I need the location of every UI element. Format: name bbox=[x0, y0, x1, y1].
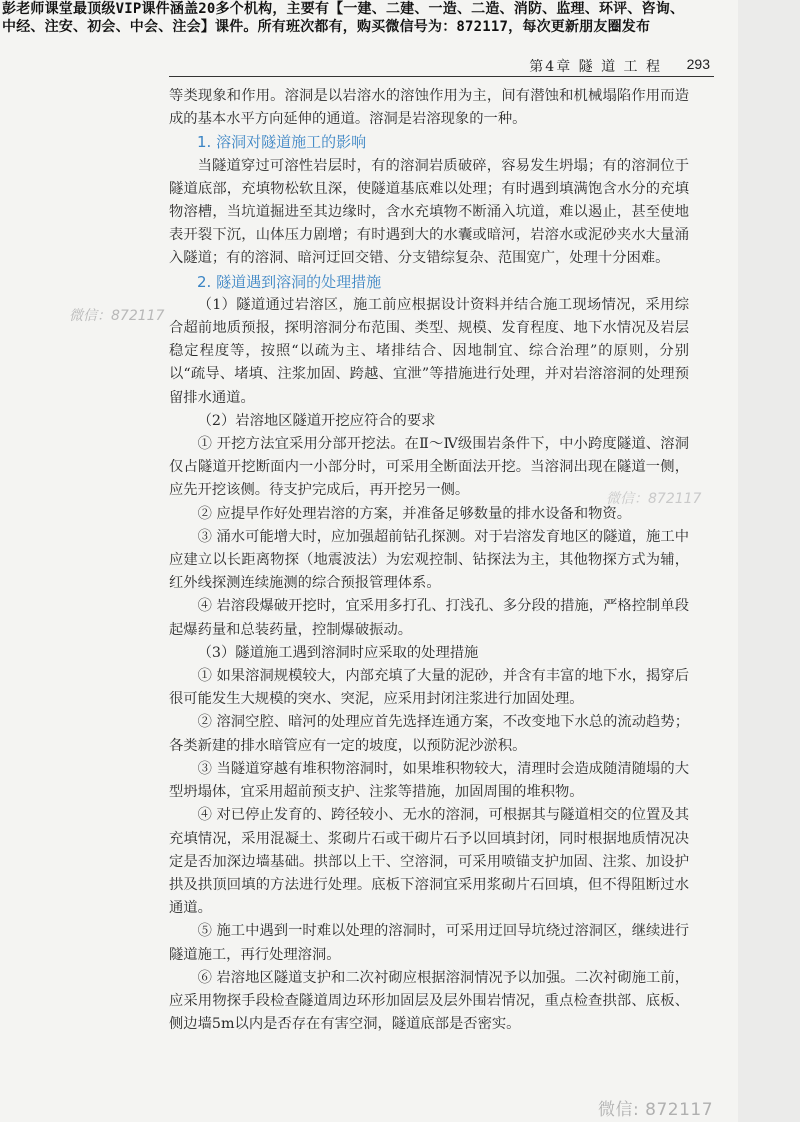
watermark-middle: 微信：872117 bbox=[606, 491, 702, 507]
measure-1-paragraph: （1）隧道通过岩溶区，施工前应根据设计资料并结合施工现场情况，采用综合超前地质预报，探明溶洞分布范围、类型、规模、发育程度、地下水情况及岩层稳定程度等，按照“以疏为主、堵排结合、因地制宜、综合治理”的原则，分别以“疏导、堵填、注浆加固、跨越、宜泄”等措施进行处理，并对岩溶溶洞的处理预留排水通道。 bbox=[169, 296, 689, 406]
measure-3-item-2: ② 溶洞空腔、暗河的处理应首先选择连通方案，不改变地下水总的流动趋势；各类新建的排水暗管应有一定的坡度，以预防泥沙淤积。 bbox=[169, 714, 689, 754]
measure-3-item-6: ⑥ 岩溶地区隧道支护和二次衬砌应根据溶洞情况予以加强。二次衬砌施工前，应采用物探手段检查隧道周边环形加固层及层外围岩情况，重点检查拱部、底板、侧边墙5m以内是否存在有害空洞，隧道底部是否密实。 bbox=[169, 969, 689, 1033]
chapter-title: 第4章 隧 道 工 程 bbox=[529, 59, 662, 75]
influence-paragraph: 当隧道穿过可溶性岩层时，有的溶洞岩质破碎，容易发生坍塌；有的溶洞位于隧道底部，充填物松软且深，使隧道基底难以处理；有时遇到填满饱含水分的充填物溶槽，当坑道掘进至其边缘时，含水充填物不断涌入坑道，难以遏止，甚至使地表开裂下沉，山体压力剧增；有时遇到大的水囊或暗河，岩溶水或泥砂夹水大量涌入隧道；有的溶洞、暗河迂回交错、分支错综复杂、范围宽广，处理十分困难。 bbox=[169, 157, 689, 267]
measure-3-item-4: ④ 对已停止发育的、跨径较小、无水的溶洞，可根据其与隧道相交的位置及其充填情况，采用混凝土、浆砌片石或干砌片石予以回填封闭，同时根据地质情况决定是否加深边墙基础。拱部以上干、空溶洞，可采用喷锚支护加固、注浆、加设护拱及拱顶回填的方法进行处理。底板下溶洞宜采用浆砌片石回填，但不得阻断过水通道。 bbox=[169, 807, 689, 917]
promo-banner-line-1: 彭老师课堂最顶级VIP课件涵盖20多个机构，主要有【一建、二建、一造、二造、消防、监理、环评、咨询、 bbox=[2, 1, 685, 17]
measure-3-item-1: ① 如果溶洞规模较大，内部充填了大量的泥砂，并含有丰富的地下水，揭穿后很可能发生大规模的突水、突泥，应采用封闭注浆进行加固处理。 bbox=[169, 668, 689, 708]
measure-3-item-5: ⑤ 施工中遇到一时难以处理的溶洞时，可采用迂回导坑绕过溶洞区，继续进行隧道施工，再行处理溶洞。 bbox=[169, 923, 689, 963]
promo-banner bbox=[2, 0, 764, 36]
measure-2-item-2: ② 应提早作好处理岩溶的方案，并准备足够数量的排水设备和物资。 bbox=[197, 505, 632, 522]
section-heading-measures: 2. 隧道遇到溶洞的处理措施 bbox=[197, 272, 382, 291]
promo-banner-line-2: 中经、注安、初会、中会、注会】课件。所有班次都有，购买微信号为：872117，每次更新朋友圈发布 bbox=[2, 19, 651, 35]
watermark-left: 微信：872117 bbox=[69, 308, 165, 324]
measure-2-item-3: ③ 涌水可能增大时，应加强超前钻孔探测。对于岩溶发育地区的隧道，施工中应建立以长距离物探（地震波法）为宏观控制、钻探法为主，其他物探方式为辅，红外线探测连续施测的综合预报管理体系。 bbox=[169, 528, 689, 592]
measure-3-heading: （3）隧道施工遇到溶洞时应采取的处理措施 bbox=[197, 644, 479, 661]
measure-3-item-3: ③ 当隧道穿越有堆积物溶洞时，如果堆积物较大，清理时会造成随清随塌的大型坍塌体，宜采用超前预支护、注浆等措施，加固周围的堆积物。 bbox=[169, 760, 689, 801]
watermark-bottom: 微信: 872117 bbox=[598, 1100, 714, 1120]
page-number: 293 bbox=[686, 56, 710, 72]
page-body bbox=[169, 85, 689, 1036]
running-header bbox=[169, 56, 714, 77]
measure-2-heading: （2）岩溶地区隧道开挖应符合的要求 bbox=[197, 412, 436, 429]
intro-paragraph: 等类现象和作用。溶洞是以岩溶水的溶蚀作用为主，间有潜蚀和机械塌陷作用而造成的基本水平方向延伸的通道。溶洞是岩溶现象的一种。 bbox=[169, 88, 689, 128]
measure-2-item-1: ① 开挖方法宜采用分部开挖法。在Ⅱ～Ⅳ级围岩条件下，中小跨度隧道、溶洞仅占隧道开挖断面内一小部分时，可采用全断面法开挖。当溶洞出现在隧道一侧，应先开挖该侧。待支护完成后，再开挖另一侧。 bbox=[169, 436, 689, 499]
measure-2-item-4: ④ 岩溶段爆破开挖时，宜采用多打孔、打浅孔、多分段的措施，严格控制单段起爆药量和总装药量，控制爆破振动。 bbox=[169, 598, 689, 638]
section-heading-influence: 1. 溶洞对隧道施工的影响 bbox=[197, 133, 367, 152]
page-edge-shadow bbox=[738, 0, 800, 1122]
